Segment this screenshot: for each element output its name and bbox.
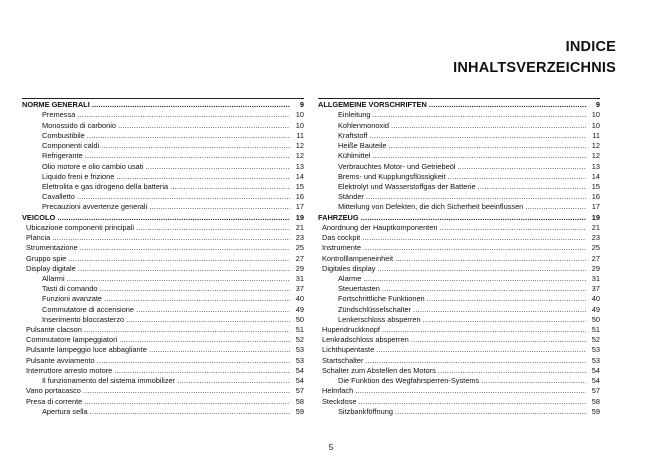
toc-entry-label: ALLGEMEINE VORSCHRIFTEN [318, 100, 427, 110]
toc-entry-page: 23 [591, 233, 600, 243]
dot-leader [413, 305, 586, 315]
toc-entry-label: NORME GENERALI [22, 100, 90, 110]
toc-entry-label: VEICOLO [22, 212, 56, 222]
toc-entry[interactable] [318, 264, 600, 274]
toc-entry[interactable] [22, 151, 304, 161]
dot-leader [149, 345, 290, 355]
toc-entry-label: Componenti caldi [42, 141, 100, 151]
toc-entry-page: 52 [295, 335, 304, 345]
toc-entry-page: 40 [591, 294, 600, 304]
dot-leader [87, 131, 290, 141]
toc-entry-page: 11 [296, 130, 304, 140]
dot-leader [448, 172, 586, 182]
toc-entry-page: 49 [591, 304, 600, 314]
toc-entry[interactable] [22, 376, 304, 386]
toc-entry-page: 17 [591, 202, 600, 212]
toc-entry[interactable] [318, 110, 600, 120]
column-top-rule [318, 98, 600, 99]
toc-entry-label: Alarme [338, 273, 362, 283]
toc-entry[interactable] [318, 182, 600, 192]
toc-entry[interactable] [318, 202, 600, 212]
toc-entry[interactable] [22, 274, 304, 284]
toc-entry[interactable] [22, 131, 304, 141]
toc-entry[interactable] [22, 386, 304, 396]
toc-entry[interactable] [318, 386, 600, 396]
page-number: 5 [328, 443, 334, 452]
toc-entry-label: FAHRZEUG [318, 212, 359, 222]
dot-leader [114, 366, 290, 376]
toc-entry[interactable] [318, 335, 600, 345]
dot-leader [481, 376, 586, 386]
toc-entry-page: 53 [295, 345, 304, 355]
index-title-german: INHALTSVERZEICHNIS [453, 60, 616, 76]
dot-leader [363, 274, 586, 284]
dot-leader [136, 305, 290, 315]
toc-entry-label: Ubicazione componenti principali [26, 222, 135, 232]
toc-entry-label: Helmfach [322, 386, 354, 396]
toc-entry-label: Hupendruckknopf [322, 325, 380, 335]
dot-leader [382, 325, 586, 335]
dot-leader [366, 356, 587, 366]
toc-entry[interactable] [318, 315, 600, 325]
toc-entry-label: Vano portacasco [26, 386, 81, 396]
toc-entry-label: Digitales display [322, 263, 376, 273]
toc-entry[interactable] [318, 294, 600, 304]
toc-entry-label: Sitzbankföffnung [338, 406, 393, 416]
toc-entry[interactable] [22, 284, 304, 294]
toc-entry-page: 17 [295, 202, 304, 212]
dot-leader [52, 233, 290, 243]
toc-entry[interactable] [22, 335, 304, 345]
toc-entry-page: 58 [295, 396, 304, 406]
dot-leader [388, 141, 586, 151]
dot-leader [391, 121, 586, 131]
dot-leader [427, 294, 586, 304]
toc-column-german [318, 98, 600, 417]
dot-leader [119, 335, 290, 345]
toc-entry[interactable] [22, 202, 304, 212]
dot-leader [80, 243, 290, 253]
dot-leader [429, 100, 586, 110]
toc-entry-page: 54 [591, 365, 600, 375]
toc-entry[interactable] [318, 151, 600, 161]
toc-entry[interactable] [318, 172, 600, 182]
toc-entry-label: Verbrauchtes Motor- und Getriebeöl [338, 161, 456, 171]
toc-entry-page: 40 [295, 294, 304, 304]
dot-leader [118, 121, 290, 131]
toc-entry-label: Inserimento bloccasterzo [42, 314, 125, 324]
toc-entry-page: 21 [591, 222, 600, 232]
dot-leader [439, 223, 586, 233]
toc-entry[interactable] [318, 120, 600, 130]
toc-entry[interactable] [318, 274, 600, 284]
toc-entry-page: 50 [591, 314, 600, 324]
toc-entry[interactable] [22, 182, 304, 192]
toc-entry-page: 59 [591, 406, 600, 416]
toc-entry-page: 12 [295, 141, 304, 151]
toc-entry-page: 27 [295, 253, 304, 263]
column-top-rule [22, 98, 304, 99]
toc-entry[interactable] [22, 345, 304, 355]
dot-leader [92, 100, 290, 110]
dot-leader [85, 151, 290, 161]
dot-leader [84, 397, 290, 407]
index-title-italian: INDICE [565, 39, 616, 55]
toc-entry-page: 10 [295, 110, 304, 120]
dot-leader [99, 284, 290, 294]
toc-entry-label: Lenkerschloss absperren [338, 314, 421, 324]
toc-entry-label: Premessa [42, 110, 76, 120]
toc-entry-page: 19 [591, 212, 600, 222]
toc-entry-page: 59 [295, 406, 304, 416]
toc-entry-page: 23 [295, 233, 304, 243]
toc-entry-label: Presa di corrente [26, 396, 83, 406]
toc-entry-label: Kraftstoff [338, 130, 368, 140]
toc-entry-page: 25 [295, 243, 304, 253]
toc-entry-label: Die Funktion des Wegfahrsperren-Systems [338, 376, 480, 386]
toc-entry-page: 14 [295, 171, 304, 181]
toc-entry[interactable] [22, 192, 304, 202]
toc-entry[interactable] [318, 253, 600, 263]
toc-entry[interactable] [22, 304, 304, 314]
dot-leader [361, 213, 586, 223]
toc-entry-label: Liquido freni e frizione [42, 171, 115, 181]
toc-entry[interactable] [318, 131, 600, 141]
toc-entry[interactable] [318, 396, 600, 406]
toc-entry[interactable] [22, 223, 304, 233]
dot-leader [97, 356, 290, 366]
dot-leader [359, 397, 586, 407]
toc-entry-label: Elektrolyt und Wasserstoffgas der Batterie [338, 181, 476, 191]
dot-leader [362, 233, 586, 243]
dot-leader [411, 335, 586, 345]
toc-entry[interactable] [318, 345, 600, 355]
toc-entry-label: Plancia [26, 233, 51, 243]
toc-entry[interactable] [318, 243, 600, 253]
toc-entry-page: 54 [295, 365, 304, 375]
dot-leader [355, 386, 586, 396]
toc-entry-page: 10 [591, 110, 600, 120]
toc-entry-label: Steckdose [322, 396, 357, 406]
toc-section-heading[interactable] [22, 212, 304, 222]
dot-leader [369, 131, 586, 141]
toc-entry-label: Pulsante clacson [26, 325, 82, 335]
toc-entry-label: Precauzioni avvertenze generali [42, 202, 148, 212]
toc-section-heading[interactable] [318, 212, 600, 222]
toc-entry-page: 15 [295, 181, 304, 191]
toc-entry-page: 9 [595, 100, 600, 110]
toc-entry[interactable] [318, 233, 600, 243]
toc-entry-page: 51 [591, 325, 600, 335]
toc-entry[interactable] [22, 110, 304, 120]
toc-entry[interactable] [318, 192, 600, 202]
dot-leader [68, 254, 290, 264]
toc-entry-label: Steuertasten [338, 284, 380, 294]
dot-leader [126, 315, 290, 325]
toc-entry[interactable] [318, 407, 600, 417]
toc-entry[interactable] [22, 396, 304, 406]
toc-entry-label: Lichthupentaste [322, 345, 375, 355]
toc-entry-page: 12 [295, 151, 304, 161]
toc-entry-label: Strumentazione [26, 243, 78, 253]
toc-entry-label: Einleitung [338, 110, 371, 120]
toc-entry[interactable] [22, 253, 304, 263]
dot-leader [458, 162, 587, 172]
toc-entry-label: Anordnung der Hauptkomponenten [322, 222, 438, 232]
toc-entry-label: Pulsante avviamento [26, 355, 95, 365]
toc-entry-label: Funzioni avanzate [42, 294, 102, 304]
toc-entry-label: Mitteilung von Defekten, die dich Sicherheit beeinflussen [338, 202, 524, 212]
toc-entry[interactable] [22, 294, 304, 304]
toc-entry-page: 11 [592, 130, 600, 140]
toc-entry-page: 27 [591, 253, 600, 263]
toc-entry-label: Kontrolllampeneinheit [322, 253, 394, 263]
dot-leader [395, 254, 586, 264]
toc-section-heading[interactable] [318, 100, 600, 110]
dot-leader [363, 243, 586, 253]
dot-leader [438, 366, 586, 376]
toc-entry-page: 49 [295, 304, 304, 314]
toc-entry-label: Allarmi [42, 273, 65, 283]
toc-entry-page: 53 [591, 355, 600, 365]
toc-entry[interactable] [318, 325, 600, 335]
toc-entry-page: 21 [295, 222, 304, 232]
dot-leader [177, 376, 290, 386]
toc-entry[interactable] [22, 325, 304, 335]
toc-entry-page: 16 [295, 192, 304, 202]
toc-entry-page: 37 [591, 284, 600, 294]
dot-leader [170, 182, 290, 192]
toc-entry-page: 53 [591, 345, 600, 355]
dot-leader [136, 223, 290, 233]
toc-entry-page: 29 [591, 263, 600, 273]
toc-entry-label: Lenkradschloss absperren [322, 335, 409, 345]
toc-entry-page: 29 [295, 263, 304, 273]
toc-entry-label: Monossido di carbonio [42, 120, 116, 130]
dot-leader [372, 110, 586, 120]
toc-entry-page: 19 [295, 212, 304, 222]
toc-entry-page: 50 [295, 314, 304, 324]
toc-entry[interactable] [22, 141, 304, 151]
toc-entry-page: 31 [591, 273, 600, 283]
toc-entry-page: 54 [591, 376, 600, 386]
dot-leader [67, 274, 290, 284]
toc-entry[interactable] [318, 304, 600, 314]
toc-entry-page: 10 [295, 120, 304, 130]
dot-leader [376, 345, 586, 355]
toc-entry-label: Combustibile [42, 130, 85, 140]
dot-leader [57, 213, 290, 223]
toc-entry-page: 51 [295, 325, 304, 335]
toc-entry[interactable] [22, 355, 304, 365]
toc-column-italian [22, 98, 304, 417]
dot-leader [525, 202, 586, 212]
toc-entry[interactable] [318, 355, 600, 365]
toc-entry[interactable] [318, 366, 600, 376]
dot-leader [145, 162, 290, 172]
toc-section-heading[interactable] [22, 100, 304, 110]
toc-entry[interactable] [22, 233, 304, 243]
dot-leader [90, 407, 290, 417]
toc-entry-page: 9 [299, 100, 304, 110]
toc-entry-label: Ständer [338, 192, 364, 202]
dot-leader [372, 151, 586, 161]
dot-leader [478, 182, 586, 192]
toc-entry[interactable] [22, 407, 304, 417]
dot-leader [116, 172, 290, 182]
toc-entry[interactable] [22, 315, 304, 325]
toc-entry-page: 12 [591, 151, 600, 161]
toc-entry-label: Interruttore arresto motore [26, 365, 113, 375]
toc-entry[interactable] [22, 172, 304, 182]
toc-entry-page: 13 [591, 161, 600, 171]
toc-entry-label: Kühlmittel [338, 151, 371, 161]
toc-entry-label: Commutatore lampeggiatori [26, 335, 118, 345]
toc-entry-page: 58 [591, 396, 600, 406]
toc-entry-label: Olio motore e olio cambio usati [42, 161, 144, 171]
dot-leader [101, 141, 290, 151]
toc-entry[interactable] [318, 376, 600, 386]
toc-entry-label: Elettrolita e gas idrogeno della batteria [42, 181, 169, 191]
dot-leader [382, 284, 586, 294]
dot-leader [104, 294, 290, 304]
toc-entry-label: Brems- und Kupplungsflüssigkeit [338, 171, 446, 181]
toc-entry[interactable] [22, 161, 304, 171]
toc-entry-page: 52 [591, 335, 600, 345]
toc-entry-label: Heiße Bauteile [338, 141, 387, 151]
toc-entry-page: 16 [591, 192, 600, 202]
toc-entry-label: Schalter zum Abstellen des Motors [322, 365, 436, 375]
toc-entry[interactable] [318, 223, 600, 233]
toc-entry-page: 57 [295, 386, 304, 396]
dot-leader [83, 386, 290, 396]
toc-entry-label: Fortschrittliche Funktionen [338, 294, 425, 304]
dot-leader [423, 315, 586, 325]
toc-entry-page: 57 [591, 386, 600, 396]
toc-entry-page: 37 [295, 284, 304, 294]
dot-leader [366, 192, 586, 202]
toc-entry[interactable] [22, 243, 304, 253]
toc-entry[interactable] [318, 284, 600, 294]
toc-entry-label: Instrumente [322, 243, 362, 253]
toc-entry[interactable] [22, 264, 304, 274]
toc-entry-page: 10 [591, 120, 600, 130]
toc-entry-page: 15 [591, 181, 600, 191]
toc-entry-label: Refrigerante [42, 151, 83, 161]
dot-leader [84, 325, 290, 335]
toc-entry-label: Il funzionamento del sistema immobilizer [42, 376, 176, 386]
toc-entry-page: 13 [295, 161, 304, 171]
dot-leader [77, 110, 290, 120]
toc-entry-label: Cavalletto [42, 192, 75, 202]
dot-leader [149, 202, 290, 212]
toc-entry-page: 53 [295, 355, 304, 365]
toc-entry-label: Zündschlüsselschalter [338, 304, 412, 314]
toc-entry-page: 31 [295, 273, 304, 283]
toc-entry-page: 14 [591, 171, 600, 181]
toc-entry[interactable] [318, 141, 600, 151]
toc-entry[interactable] [22, 366, 304, 376]
toc-entry-label: Startschalter [322, 355, 364, 365]
toc-entry-label: Apertura sella [42, 406, 88, 416]
dot-leader [395, 407, 586, 417]
toc-entry-label: Gruppo spie [26, 253, 67, 263]
toc-entry[interactable] [22, 120, 304, 130]
toc-entry-label: Commutatore di accensione [42, 304, 135, 314]
toc-entry-page: 12 [591, 141, 600, 151]
toc-entry-label: Tasti di comando [42, 284, 98, 294]
toc-entry-page: 25 [591, 243, 600, 253]
toc-entry-label: Pulsante lampeggio luce abbagliante [26, 345, 147, 355]
dot-leader [377, 264, 586, 274]
dot-leader [77, 192, 290, 202]
toc-entry-label: Das cockpit [322, 233, 361, 243]
dot-leader [78, 264, 290, 274]
toc-entry-page: 54 [295, 376, 304, 386]
toc-entry-label: Kohlenmonoxid [338, 120, 389, 130]
toc-entry[interactable] [318, 161, 600, 171]
toc-entry-label: Display digitale [26, 263, 76, 273]
